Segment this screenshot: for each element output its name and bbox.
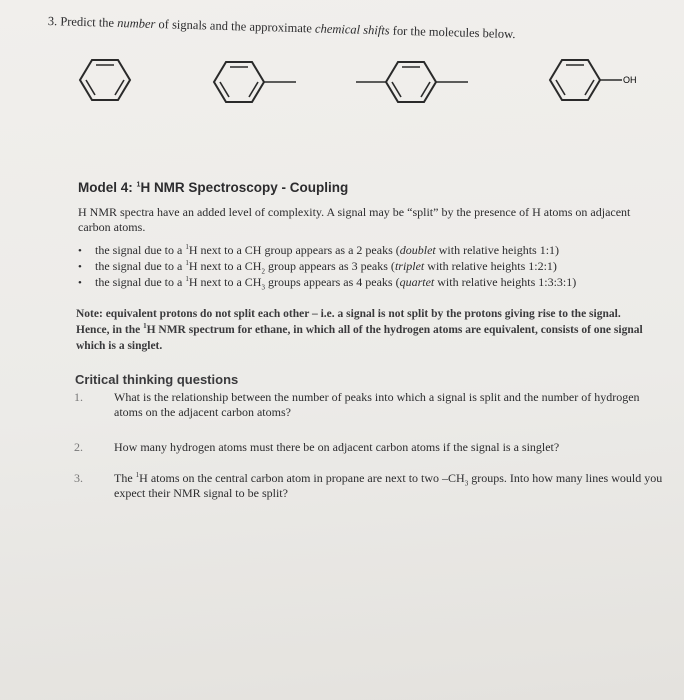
rule-text: the signal due to a	[95, 243, 183, 257]
critical-thinking-heading: Critical thinking questions	[75, 372, 239, 387]
prompt-text: Predict the	[60, 14, 115, 30]
superscript: 1	[185, 259, 189, 267]
rule-text: with relative heights 1:3:3:1)	[434, 275, 577, 289]
critical-question-1	[74, 390, 664, 420]
hydroxyl-label: OH	[623, 75, 637, 85]
critical-question-2	[74, 440, 664, 455]
rule-text: the signal due to a	[95, 259, 183, 273]
model-4-heading	[78, 180, 348, 195]
rule-text: H next to a CH	[188, 275, 262, 289]
model-number: Model 4:	[78, 180, 133, 195]
prompt-emphasis: chemical shifts	[314, 21, 390, 38]
molecule-toluene	[212, 60, 302, 109]
list-item	[78, 274, 658, 290]
question-number: 3.	[47, 14, 58, 29]
rule-text: with relative heights 1:1)	[435, 243, 560, 257]
prompt-emphasis: number	[117, 15, 156, 32]
question-text-part: H atoms on the central carbon atom in propane are next to two –CH	[139, 471, 465, 485]
list-item	[78, 258, 658, 274]
model-title-text: H NMR Spectroscopy - Coupling	[140, 180, 349, 195]
intro-text: H NMR spectra have an added level of complexity. A signal may be “split” by the presence of H atoms on adjacent carbon atoms.	[78, 205, 631, 234]
rule-term: quartet	[399, 275, 435, 289]
superscript: 1	[185, 243, 189, 251]
prompt-text: for the molecules below.	[392, 23, 516, 42]
prompt-text: of signals and the approximate	[158, 17, 313, 36]
rule-text: group appears as 3 peaks (	[264, 259, 395, 273]
rule-term: doublet	[399, 243, 436, 257]
question-text: What is the relationship between the number of peaks into which a signal is split and the number of hydrogen atoms on the adjacent carbon atoms?	[114, 390, 640, 419]
rule-text: the signal due to a	[95, 275, 183, 289]
question-text: How many hydrogen atoms must there be on adjacent carbon atoms if the signal is a singlet?	[114, 440, 560, 454]
question-text	[114, 471, 664, 501]
rule-text: groups appears as 4 peaks (	[264, 275, 400, 289]
question-number: 2.	[74, 440, 83, 454]
critical-question-3	[74, 471, 664, 501]
phenol-structure	[548, 58, 648, 102]
equivalent-protons-note	[76, 306, 656, 354]
rule-text: H next to a CH group appears as a 2 peaks (	[188, 243, 400, 257]
question-text-part: The	[114, 471, 133, 485]
subscript: 3	[261, 283, 265, 292]
rule-term: triplet	[394, 259, 425, 273]
note-text: Note: equivalent protons do not split each other – i.e. a signal is not split by the protons giving rise to the signal. Hence, in the	[76, 308, 621, 336]
superscript: 1	[135, 471, 140, 479]
molecule-p-xylene	[354, 60, 474, 109]
question-3-prompt	[48, 14, 516, 42]
question-number: 1.	[74, 390, 83, 404]
subscript: 2	[261, 267, 265, 276]
rule-text: with relative heights 1:2:1)	[424, 259, 557, 273]
molecule-phenol	[548, 58, 648, 107]
p-xylene-structure	[354, 60, 474, 104]
list-item	[78, 242, 658, 258]
superscript: 1	[136, 181, 141, 189]
toluene-structure	[212, 60, 302, 104]
molecule-benzene	[78, 58, 132, 107]
superscript: 1	[185, 275, 189, 283]
coupling-rules-list	[78, 242, 658, 290]
benzene-structure	[78, 58, 132, 102]
question-text-part: groups. Into how many lines would you expect their NMR signal to be split?	[114, 471, 663, 500]
note-text: H NMR spectrum for ethane, in which all of the hydrogen atoms are equivalent, consists of one signal which is a singlet.	[76, 324, 643, 352]
intro-paragraph	[78, 205, 658, 235]
question-number: 3.	[74, 471, 83, 485]
rule-text: H next to a CH	[188, 259, 262, 273]
superscript: 1	[143, 322, 147, 331]
subscript: 3	[464, 479, 469, 488]
